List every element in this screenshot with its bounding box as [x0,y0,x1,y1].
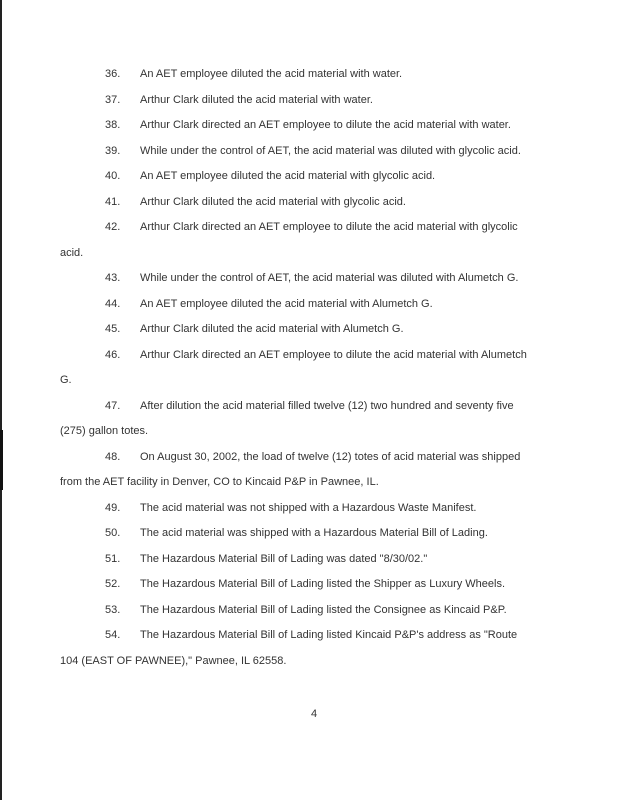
paragraph-number: 53. [105,603,121,616]
paragraph-text: The Hazardous Material Bill of Lading listed the Shipper as Luxury Wheels. [140,578,506,590]
paragraph-number: 52. [105,578,121,590]
paragraph-text: An AET employee diluted the acid material with Alumetch G. [140,297,433,310]
paragraph-number: 50. [105,527,121,539]
paragraph-number: 37. [105,93,121,106]
paragraph-text: After dilution the acid material filled twelve (12) two hundred and seventy five [140,399,514,412]
paragraph-text: While under the control of AET, the acid material was diluted with glycolic acid. [140,144,521,157]
page-number: 4 [311,708,318,720]
scan-edge [0,0,2,800]
paragraph-continuation: (275) gallon totes. [60,425,149,437]
paragraph-number: 36. [105,68,121,80]
paragraph-number: 47. [105,399,121,412]
paragraph-text: The acid material was not shipped with a Hazardous Waste Manifest. [140,501,477,514]
paragraph-text: The Hazardous Material Bill of Lading was dated "8/30/02." [140,552,428,565]
paragraph-number: 48. [105,450,121,463]
paragraph-number: 43. [105,272,121,284]
paragraph-number: 42. [105,221,121,233]
paragraph-number: 38. [105,119,121,131]
paragraph-text: An AET employee diluted the acid material with water. [140,68,403,80]
paragraph-continuation: acid. [60,246,84,259]
paragraph-continuation: G. [60,374,72,386]
paragraph-text: Arthur Clark diluted the acid material with glycolic acid. [140,195,406,208]
paragraph-text: Arthur Clark directed an AET employee to dilute the acid material with Alumetch [140,348,527,361]
paragraph-number: 51. [105,552,121,565]
paragraph-text: The acid material was shipped with a Hazardous Material Bill of Lading. [140,527,488,539]
paragraph-number: 45. [105,323,121,335]
paragraph-number: 54. [105,629,121,641]
paragraph-text: Arthur Clark directed an AET employee to dilute the acid material with water. [140,119,511,131]
paragraph-continuation: from the AET facility in Denver, CO to Kincaid P&P in Pawnee, IL. [60,476,379,488]
paragraph-number: 44. [105,297,121,310]
scan-edge-mark [0,430,3,490]
paragraph-text: An AET employee diluted the acid material with glycolic acid. [140,170,436,182]
paragraph-number: 39. [105,144,121,157]
paragraph-text: Arthur Clark diluted the acid material with water. [140,93,373,106]
paragraph-text: The Hazardous Material Bill of Lading listed the Consignee as Kincaid P&P. [140,603,507,616]
paragraph-number: 41. [105,195,121,208]
paragraph-text: Arthur Clark diluted the acid material with Alumetch G. [140,323,404,335]
paragraph-text: On August 30, 2002, the load of twelve (12) totes of acid material was shipped [140,450,521,463]
paragraph-text: While under the control of AET, the acid material was diluted with Alumetch G. [140,272,519,284]
paragraph-text: The Hazardous Material Bill of Lading listed Kincaid P&P's address as "Route [140,629,518,641]
paragraph-number: 49. [105,501,121,514]
paragraph-number: 40. [105,170,121,182]
paragraph-continuation: 104 (EAST OF PAWNEE)," Pawnee, IL 62558. [60,654,287,667]
paragraph-number: 46. [105,348,121,361]
paragraph-text: Arthur Clark directed an AET employee to dilute the acid material with glycolic [140,221,518,233]
